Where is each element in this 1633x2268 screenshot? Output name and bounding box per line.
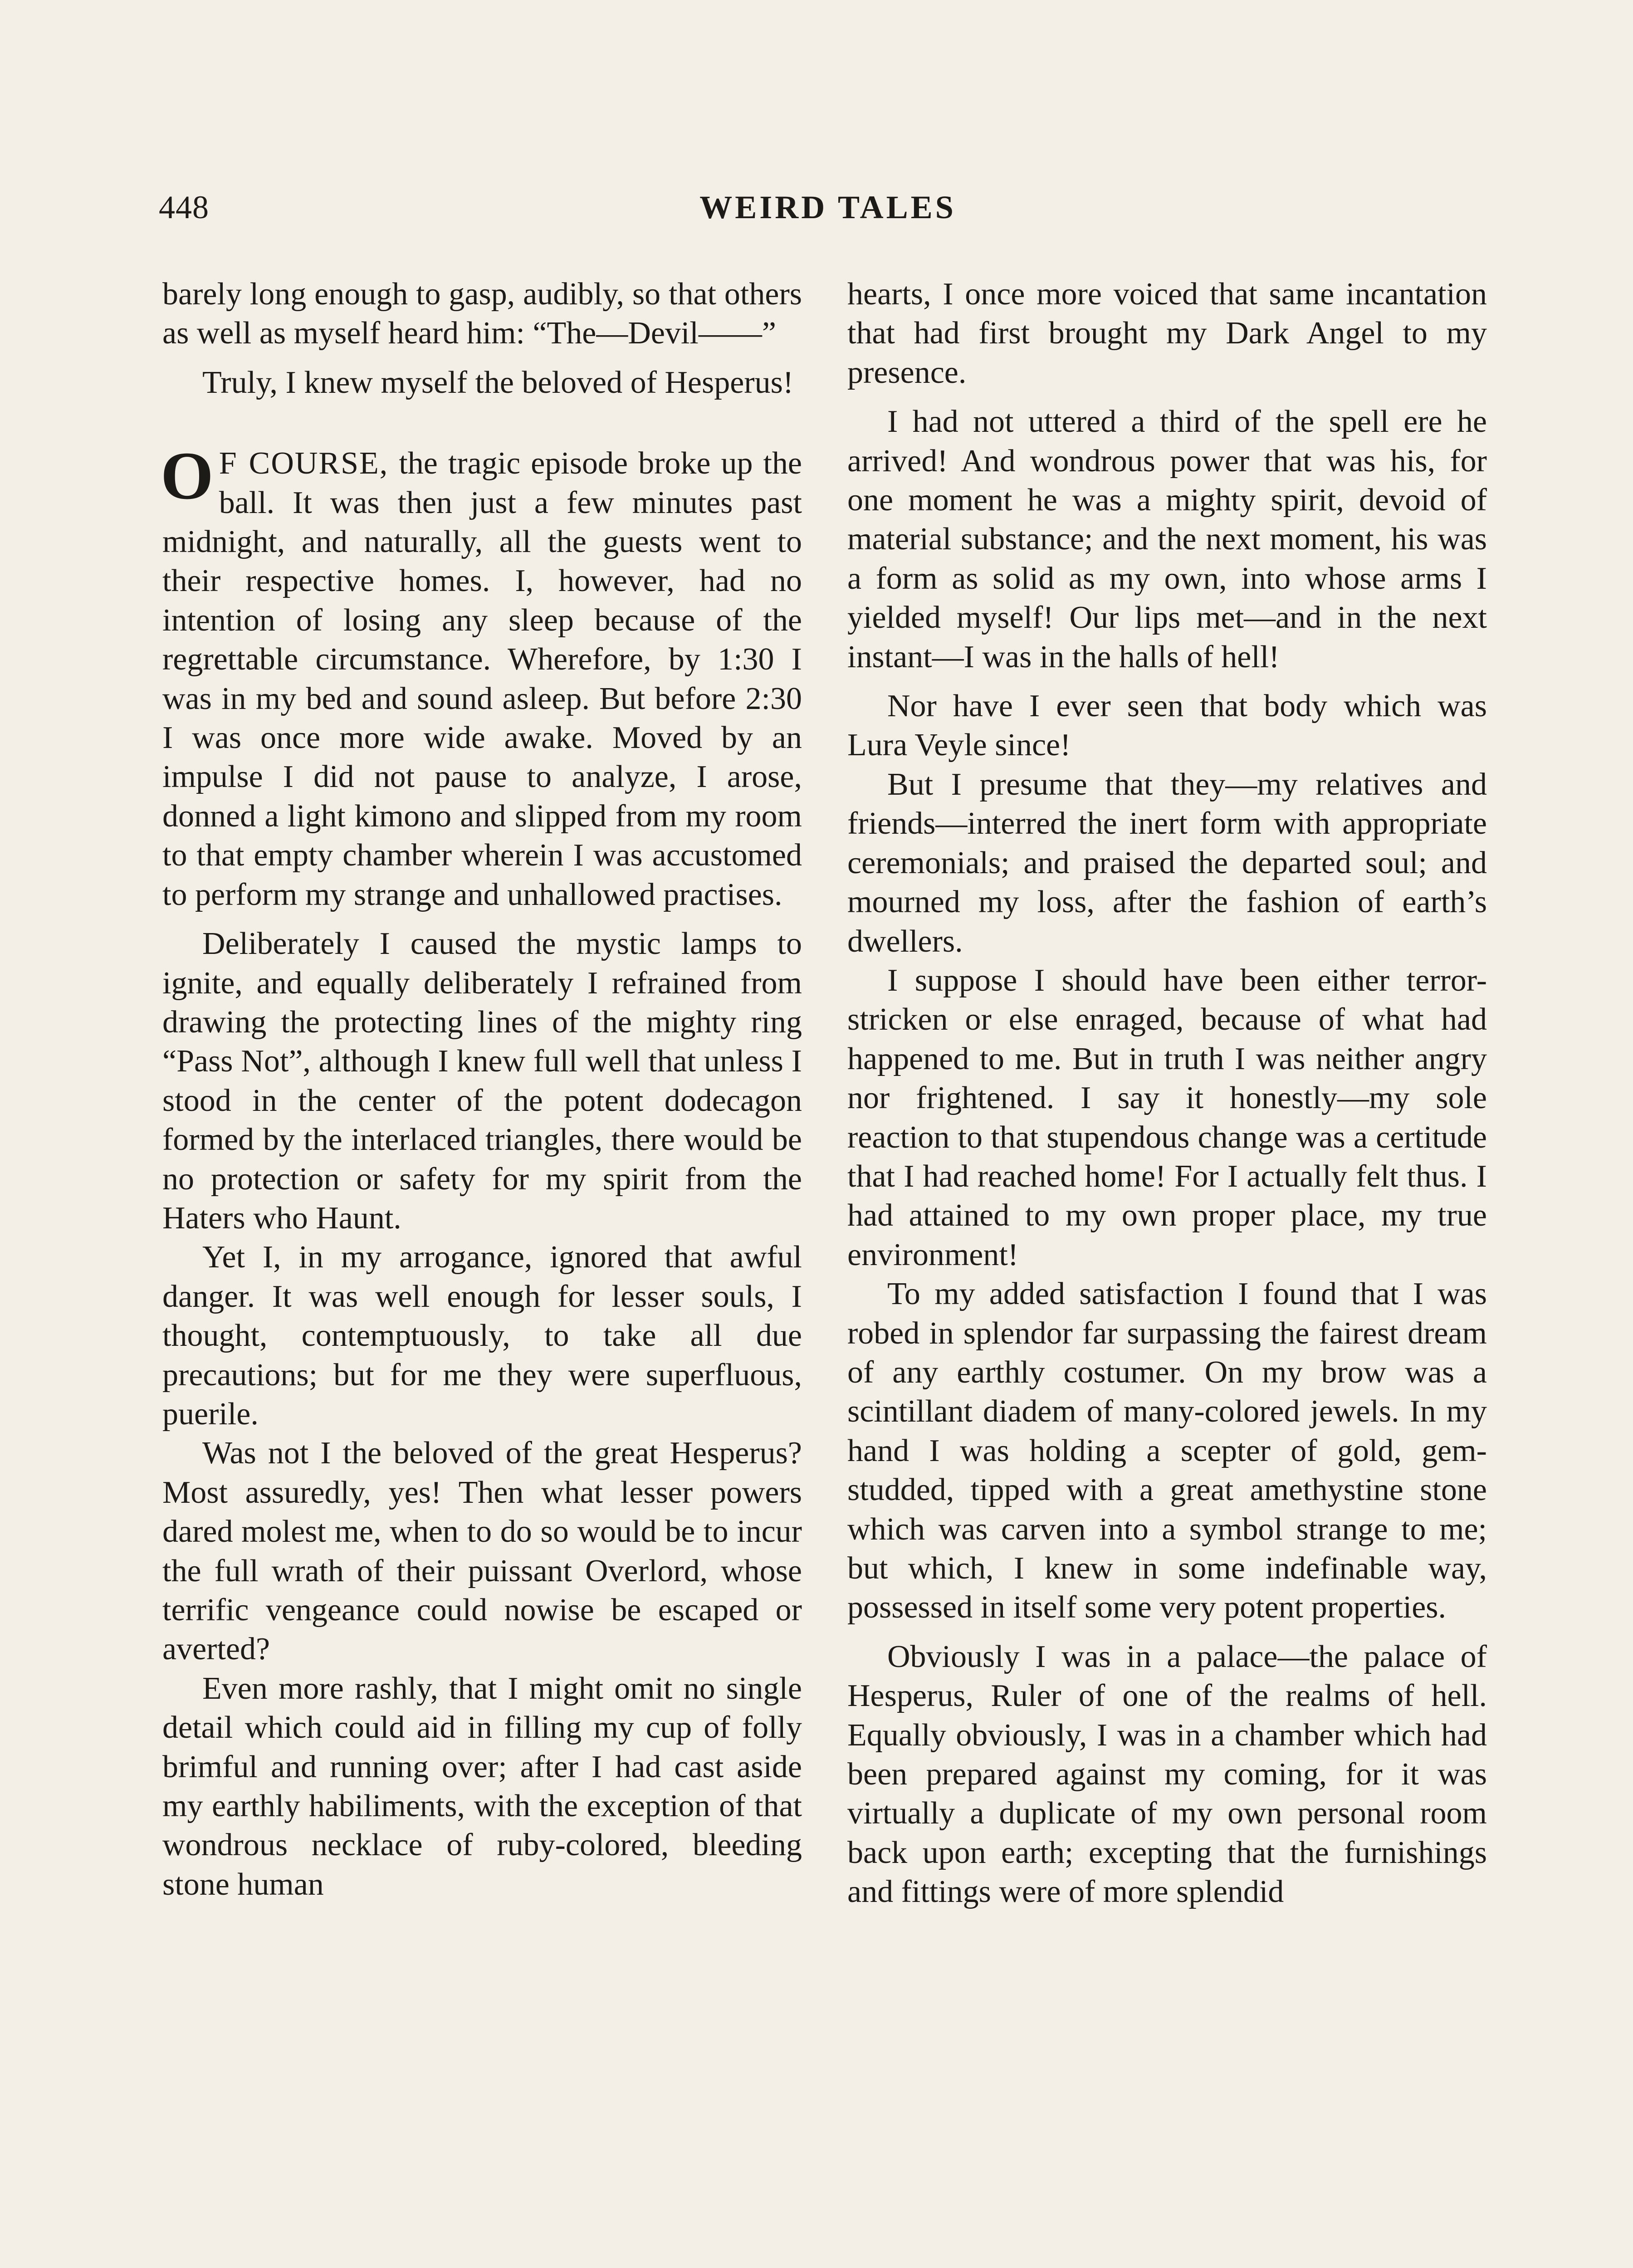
paragraph: barely long enough to gasp, audibly, so that others as well as myself heard him: “The—Devil——” (162, 277, 802, 351)
paragraph: Truly, I knew myself the beloved of Hesperus! (202, 365, 794, 400)
paragraph: I suppose I should have been either terror-stricken or else enraged, because of what had happened to me. But in truth I was neither angry nor frightened. I say it honestly—my sole reaction to that stupendous change was a certitude that I had reached home! For I actually felt thus. I had attained to my own proper place, my true environment! (847, 963, 1487, 1272)
paragraph: To my added satisfaction I found that I was robed in splendor far surpassing the fairest dream of any earthly costumer. On my brow was a scintillant diadem of many-colored jewels. In my hand I was holding a scepter of gold, gem-studded, tipped with a great amethystine stone which was carven into a symbol strange to me; but which, I knew in some indefinable way, possessed in itself some very potent properties. (847, 1276, 1487, 1625)
paragraph: Nor have I ever seen that body which was Lura Veyle since! (847, 689, 1487, 763)
right-column (847, 275, 1487, 1912)
left-column (162, 275, 802, 1904)
paragraph: Even more rashly, that I might omit no single detail which could aid in filling my cup of folly brimful and running over; after I had cast aside my earthly habiliments, with the exception of that wondrous necklace of ruby-colored, bleeding stone human (162, 1671, 802, 1902)
paragraph: Obviously I was in a palace—the palace of Hesperus, Ruler of one of the realms of hell. Equally obviously, I was in a chamber which had been prepared against my coming, for it was virtually a duplicate of my own personal room back upon earth; excepting that the furnishings and fittings were of more splendid (847, 1639, 1487, 1910)
paragraph: I had not uttered a third of the spell ere he arrived! And wondrous power that was his, for one moment he was a mighty spirit, devoid of material substance; and the next moment, his was a form as solid as my own, into whose arms I yielded myself! Our lips met—and in the next instant—I was in the halls of hell! (847, 404, 1487, 675)
paragraph-text: the tragic episode broke up the ball. It was then just a few minutes past midnight, and naturally, all the guests went to their respective homes. I, however, had no intention of losing any sleep because of the regrettable circumstance. Wherefore, by 1:30 I was in my bed and sound asleep. But before 2:30 I was once more wide awake. Moved by an impulse I did not pause to analyze, I arose, donned a light kimono and slipped from my room to that empty chamber wherein I was accustomed to perform my strange and unhallowed practises. (162, 446, 802, 912)
drop-cap: O (161, 438, 214, 514)
page-header (159, 182, 1497, 232)
page-number: 448 (159, 189, 209, 225)
magazine-title: WEIRD TALES (699, 189, 956, 225)
paragraph: Was not I the beloved of the great Hesperus? Most assuredly, yes! Then what lesser powers dared molest me, when to do so would be to incur the full wrath of their puissant Overlord, whose terrific vengeance could nowise be escaped or averted? (162, 1436, 802, 1667)
section-opening-paragraph (161, 438, 802, 914)
paragraph: Yet I, in my arrogance, ignored that awful danger. It was well enough for lesser souls, I thought, contemptuously, to take all due precautions; but for me they were superfluous, puerile. (162, 1240, 802, 1432)
paragraph: hearts, I once more voiced that same incantation that had first brought my Dark Angel to my presence. (847, 277, 1487, 390)
paragraph: Deliberately I caused the mystic lamps to ignite, and equally deliberately I refrained from drawing the protecting lines of the mighty ring “Pass Not”, although I knew full well that unless I stood in the center of the potent dodecagon formed by the interlaced triangles, there would be no protection or safety for my spirit from the Haters who Haunt. (162, 926, 802, 1236)
small-caps-lead: F COURSE, (219, 446, 389, 481)
paragraph: But I presume that they—my relatives and friends—interred the inert form with appropriate ceremonials; and praised the departed soul; and mourned my loss, after the fashion of earth’s dwellers. (847, 767, 1487, 959)
